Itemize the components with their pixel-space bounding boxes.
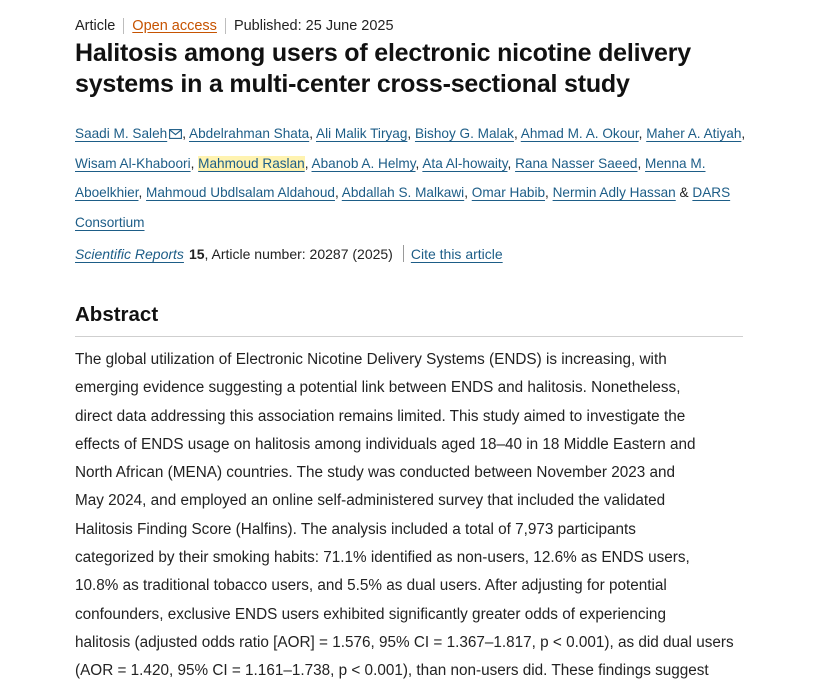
- author-link[interactable]: Mahmoud Ubdlsalam Aldahoud: [146, 185, 335, 200]
- article-title: Halitosis among users of electronic nicotine delivery systems in a multi-center cross-sectional study: [75, 39, 691, 98]
- author-link[interactable]: Omar Habib: [471, 185, 546, 200]
- abstract-line: (AOR = 1.420, 95% CI = 1.161–1.738, p < 0.001), than non-users did. These findings suggest: [75, 662, 709, 680]
- open-access-link[interactable]: Open access: [132, 18, 217, 34]
- published-date: Published: 25 June 2025: [233, 18, 394, 34]
- author-separator: ,: [182, 126, 190, 141]
- author-separator: ,: [638, 126, 647, 141]
- author-separator: ,: [464, 185, 472, 200]
- author-separator: ,: [415, 155, 423, 171]
- author-separator: ,: [545, 185, 553, 200]
- author-link[interactable]: Abdelrahman Shata: [189, 126, 310, 141]
- author-separator: &: [675, 185, 693, 200]
- abstract-line: North African (MENA) countries. The study was conducted between November 2023 and: [75, 464, 676, 482]
- article-meta: [75, 18, 394, 34]
- abstract-line: emerging evidence suggesting a potential link between ENDS and halitosis. Nonetheless,: [75, 379, 681, 397]
- author-link[interactable]: Saadi M. Saleh: [75, 126, 168, 141]
- abstract-line: The global utilization of Electronic Nicotine Delivery Systems (ENDS) is increasing, with: [75, 351, 667, 368]
- author-link[interactable]: DARS Consortium: [75, 185, 731, 230]
- abstract-heading: Abstract: [75, 303, 159, 326]
- author-separator: ,: [309, 126, 316, 141]
- journal-volume: 15: [188, 245, 205, 262]
- abstract-line: 10.8% as traditional tobacco users, and 5.5% as dual users. After adjusting for potential: [75, 577, 667, 595]
- abstract-line: halitosis (adjusted odds ratio [AOR] = 1.576, 95% CI = 1.367–1.817, p < 0.001), as did dual users: [75, 633, 734, 651]
- author-link[interactable]: Abanob A. Helmy: [311, 155, 416, 171]
- author-link[interactable]: Maher A. Atiyah: [646, 126, 742, 141]
- author-link[interactable]: Ata Al-howaity: [422, 155, 508, 171]
- mail-icon[interactable]: [169, 129, 182, 139]
- author-separator: ,: [741, 126, 746, 141]
- author-list: [75, 119, 775, 237]
- cite-this-article-link[interactable]: Cite this article: [410, 245, 503, 262]
- author-separator: ,: [637, 155, 646, 171]
- author-separator: ,: [407, 126, 415, 141]
- meta-divider: [123, 18, 124, 34]
- abstract-line: Halitosis Finding Score (Halfins). The analysis included a total of 7,973 participants: [75, 520, 636, 538]
- author-link[interactable]: Menna M. Aboelkhier: [75, 155, 706, 200]
- abstract-line: May 2024, and employed an online self-administered survey that included the validated: [75, 492, 666, 510]
- author-link[interactable]: Bishoy G. Malak: [414, 126, 514, 141]
- journal-divider: [403, 245, 404, 262]
- author-link[interactable]: Rana Nasser Saeed: [515, 155, 638, 171]
- author-link[interactable]: Nermin Adly Hassan: [552, 185, 676, 200]
- author-separator: ,: [334, 185, 342, 200]
- abstract-line: categorized by their smoking habits: 71.1% identified as non-users, 12.6% as ENDS users,: [75, 549, 690, 567]
- abstract-line: effects of ENDS usage on halitosis among individuals aged 18–40 in 18 Middle Eastern and: [75, 435, 696, 453]
- journal-info: [75, 245, 503, 262]
- author-separator: ,: [190, 155, 199, 171]
- author-separator: ,: [513, 126, 521, 141]
- author-separator: ,: [507, 155, 516, 171]
- author-link[interactable]: Ali Malik Tiryag: [316, 126, 408, 141]
- abstract-line: confounders, exclusive ENDS users exhibited significantly greater odds of experiencing: [75, 605, 666, 623]
- author-link[interactable]: Wisam Al-Khaboori: [75, 155, 191, 171]
- article-type: Article: [75, 18, 116, 34]
- author-separator: ,: [304, 155, 312, 171]
- author-link[interactable]: Mahmoud Raslan: [198, 155, 305, 171]
- meta-divider: [225, 18, 226, 34]
- section-divider: [75, 336, 743, 337]
- abstract-body: [75, 346, 775, 686]
- author-link[interactable]: Ahmad M. A. Okour: [520, 126, 639, 141]
- author-link[interactable]: Abdallah S. Malkawi: [341, 185, 465, 200]
- author-separator: ,: [138, 185, 147, 200]
- abstract-line: direct data addressing this association remains limited. This study aimed to investigate the: [75, 407, 686, 425]
- article-number: , Article number: 20287 (2025): [204, 245, 393, 262]
- journal-link[interactable]: Scientific Reports: [75, 245, 184, 262]
